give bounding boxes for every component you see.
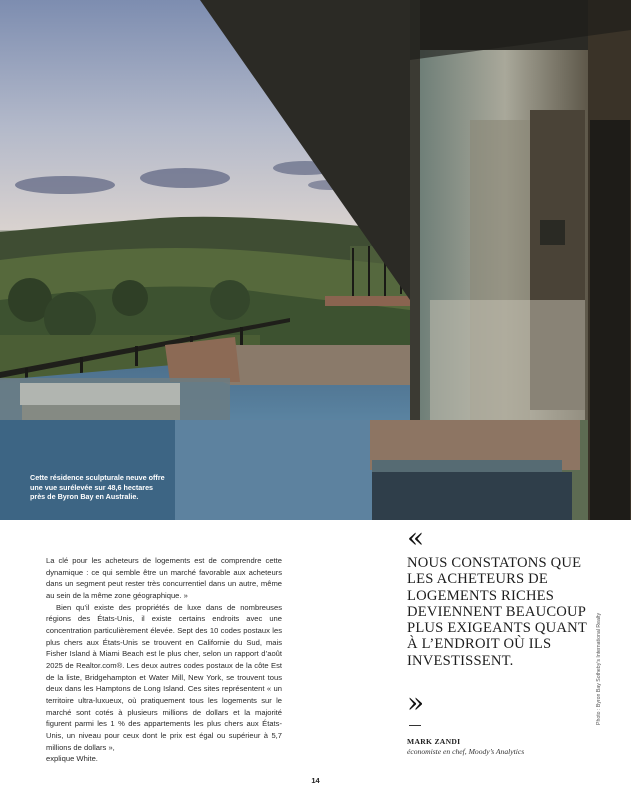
pull-quote: NOUS CONSTATONS QUE LES ACHETEURS DE LOGEMENTS RICHES DEVIENNENT BEAUCOUP PLUS EXIGEANTS QUANT À L’ENDROIT OÙ ILS INVESTISSENT. (407, 555, 587, 669)
photo-credit: Photo : Byron Bay Sotheby’s International Realty (596, 612, 602, 725)
article-paragraph (46, 602, 282, 765)
article-paragraph-ending: explique White. (46, 754, 98, 764)
article-body (46, 555, 282, 765)
photo-caption: Cette résidence sculpturale neuve offre une vue surélevée sur 48,6 hectares près de Byron Bay en Australie. (30, 473, 165, 501)
quote-author: MARK ZANDI (407, 737, 461, 746)
page-number: 14 (311, 776, 320, 785)
quote-author-role: économiste en chef, Moody’s Analytics (407, 747, 525, 756)
article-paragraph: La clé pour les acheteurs de logements est de comprendre cette dynamique : ce qui semble être un marché favorable aux acheteurs dans un segment peut rester très concurrentiel dans un autre, même au sein de la même zone géographique. » (46, 556, 282, 600)
close-quote-mark: » (407, 686, 425, 719)
open-quote-mark: « (407, 521, 425, 554)
article-paragraph-text: Bien qu’il existe des propriétés de luxe dans de nombreuses régions des États-Unis, il existe certains endroits avec une concentration particulièrement élevée. Sept des 10 codes postaux les plus chers aux États-Unis se trouvent en Californie du Sud, mais Fisher Island à Miami Beach est le plus cher, selon un rapport d’août 2025 de Realtor.com®. Les deux autres codes postaux de la côte Est de la liste, Bridgehampton et Water Mill, New York, se trouvent tous deux dans les Hamptons de Long Island. Ces sites représentent « un territoire ultra-luxueux, où pratiquement tous les logements sur le marché sont cotés à plusieurs millions de dollars et la majorité figurent parmi les 1 % des appartements les plus chers aux États-Unis, un niveau pour ceux dont le prix est égal ou supérieur à 5,7 millions de dollars », (46, 602, 282, 752)
quote-divider (409, 725, 421, 726)
